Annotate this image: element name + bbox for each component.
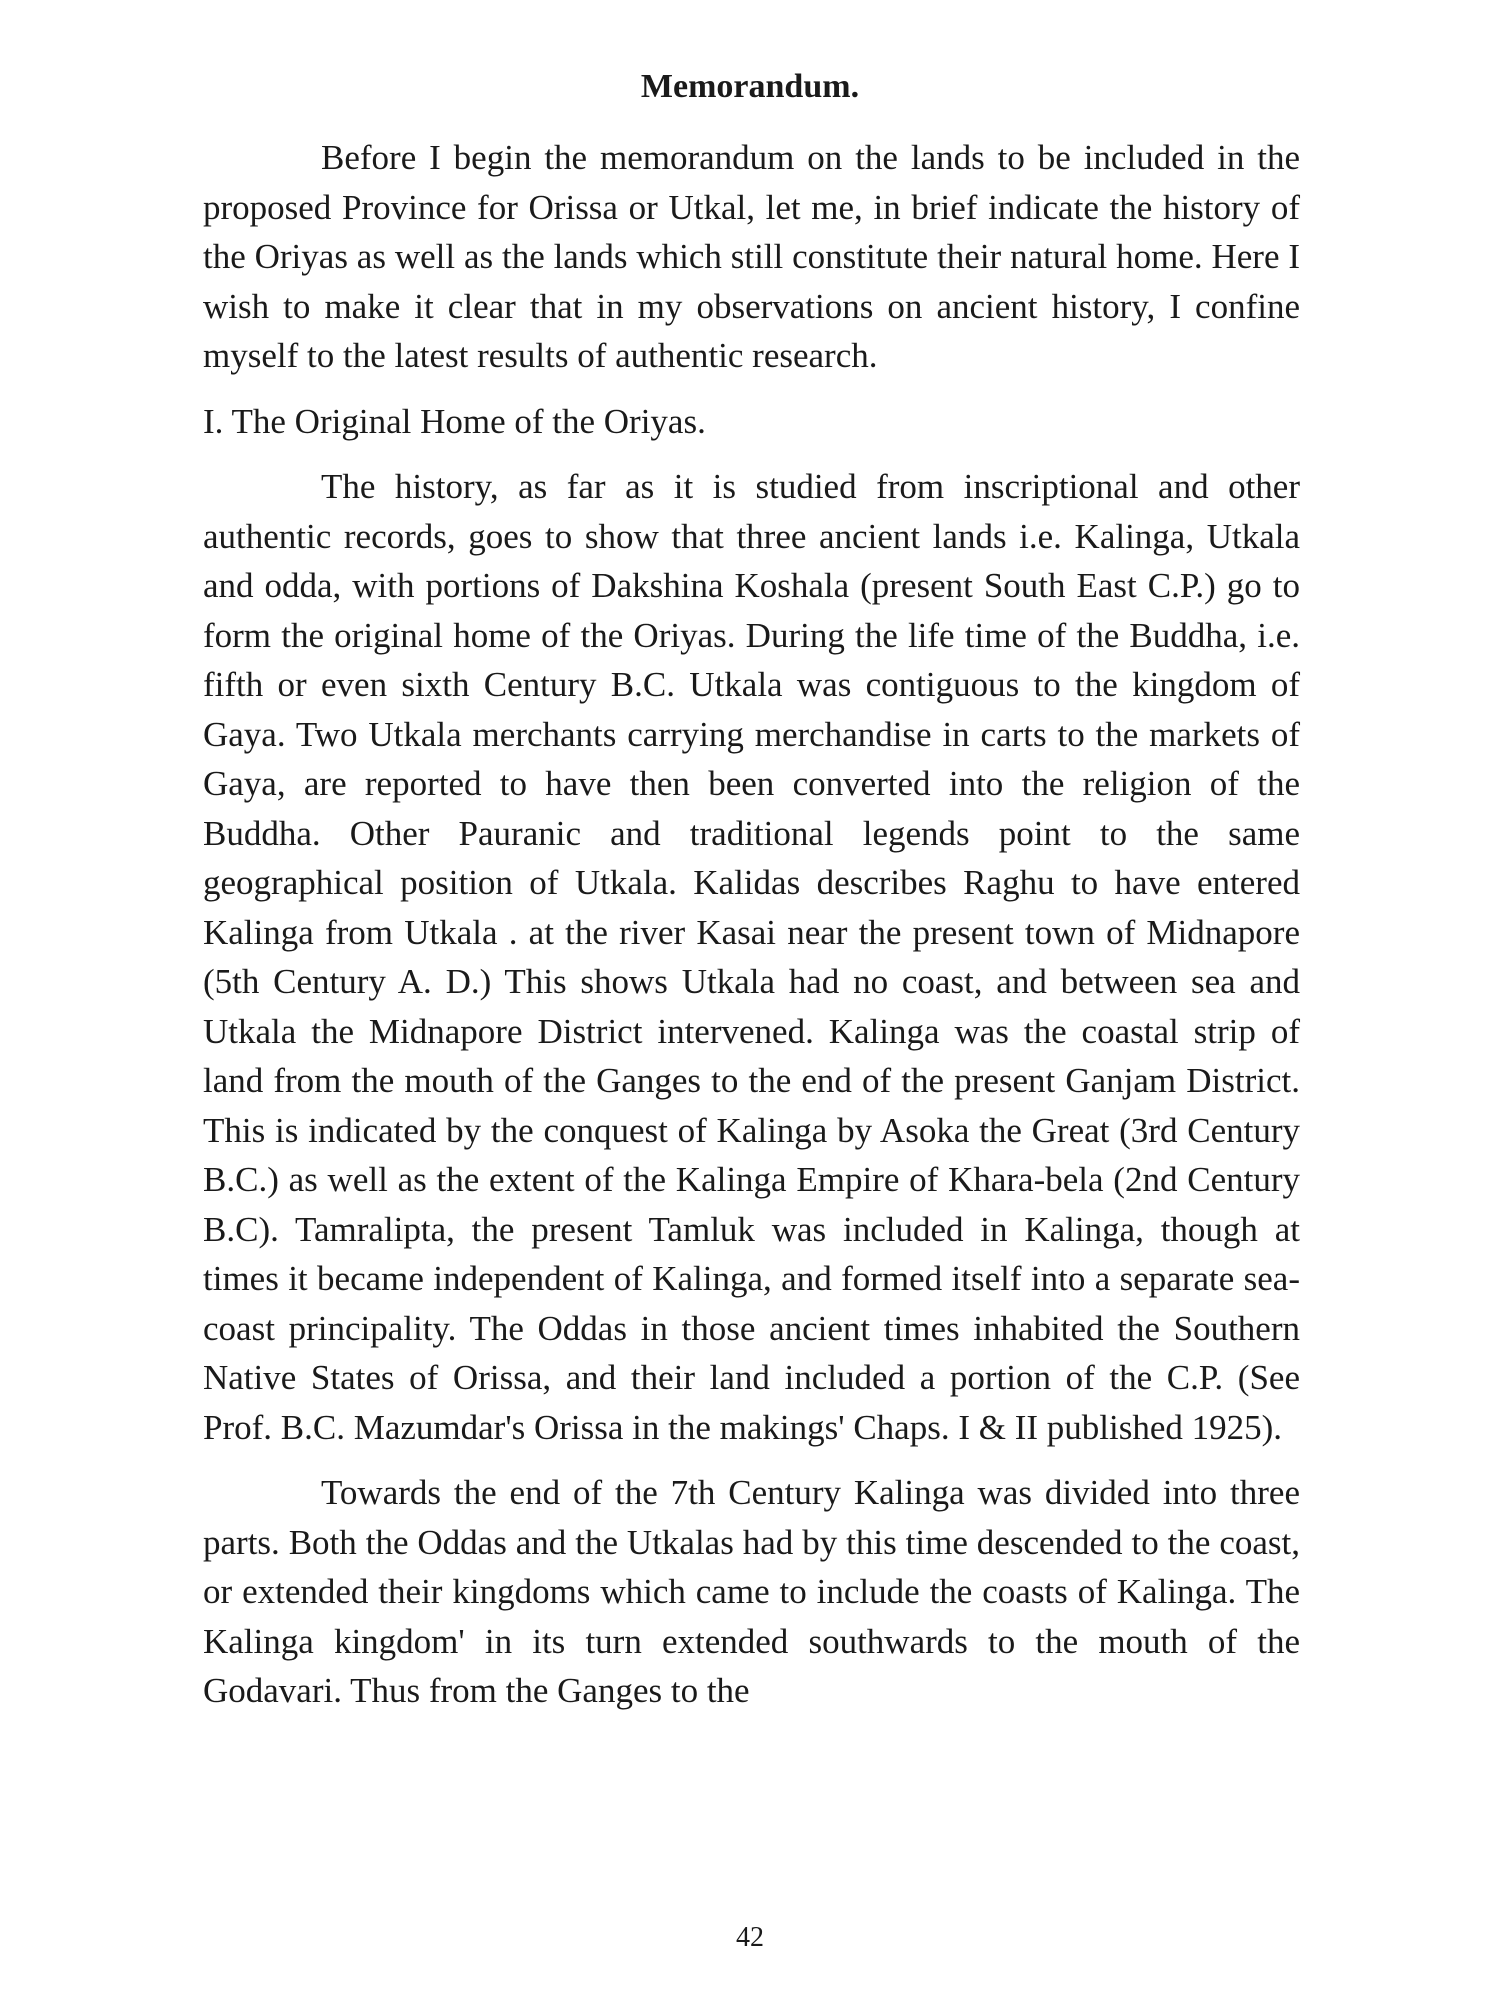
page-number: 42 [736,1922,764,1953]
paragraph-history: The history, as far as it is studied from inscriptional and other authentic records, goes to show that three ancient lands i.e. Kalinga, Utkala and odda, with portions of Dakshina Koshala (present South East C.P.) go to form the original home of the Oriyas. During the life time of the Buddha, i.e. fifth or even sixth Century B.C. Utkala was contiguous to the kingdom of Gaya. Two Utkala merchants carrying merchandise in carts to the markets of Gaya, are reported to have then been converted into the religion of the Buddha. Other Pauranic and traditional legends point to the same geographical position of Utkala. Kalidas describes Raghu to have entered Kalinga from Utkala . at the river Kasai near the present town of Midnapore (5th Century A. D.) This shows Utkala had no coast, and between sea and Utkala the Midnapore District intervened. Kalinga was the coastal strip of land from the mouth of the Ganges to the end of the present Ganjam District. This is indicated by the conquest of Kalinga by Asoka the Great (3rd Century B.C.) as well as the extent of the Kalinga Empire of Khara-bela (2nd Century B.C). Tamralipta, the present Tamluk was included in Kalinga, though at times it became independent of Kalinga, and formed itself into a separate sea-coast principality. The Oddas in those ancient times inhabited the Southern Native States of Orissa, and their land included a portion of the C.P. (See Prof. B.C. Mazumdar's Orissa in the makings' Chaps. I & II published 1925). [203,467,1300,1447]
paragraph-seventh-century: Towards the end of the 7th Century Kalinga was divided into three parts. Both the Oddas and the Utkalas had by this time descended to the coast, or extended their kingdoms which came to include the coasts of Kalinga. The Kalinga kingdom' in its turn extended southwards to the mouth of the Godavari. Thus from the Ganges to the [203,1473,1300,1710]
paragraph-intro: Before I begin the memorandum on the lands to be included in the proposed Province for Orissa or Utkal, let me, in brief indicate the history of the Oriyas as well as the lands which still constitute their natural home. Here I wish to make it clear that in my observations on ancient history, I confine myself to the latest results of authentic research. [203,138,1300,375]
page-title: Memorandum. [640,68,860,105]
document-body [203,133,1300,1732]
section-heading: I. The Original Home of the Oriyas. [203,401,706,441]
